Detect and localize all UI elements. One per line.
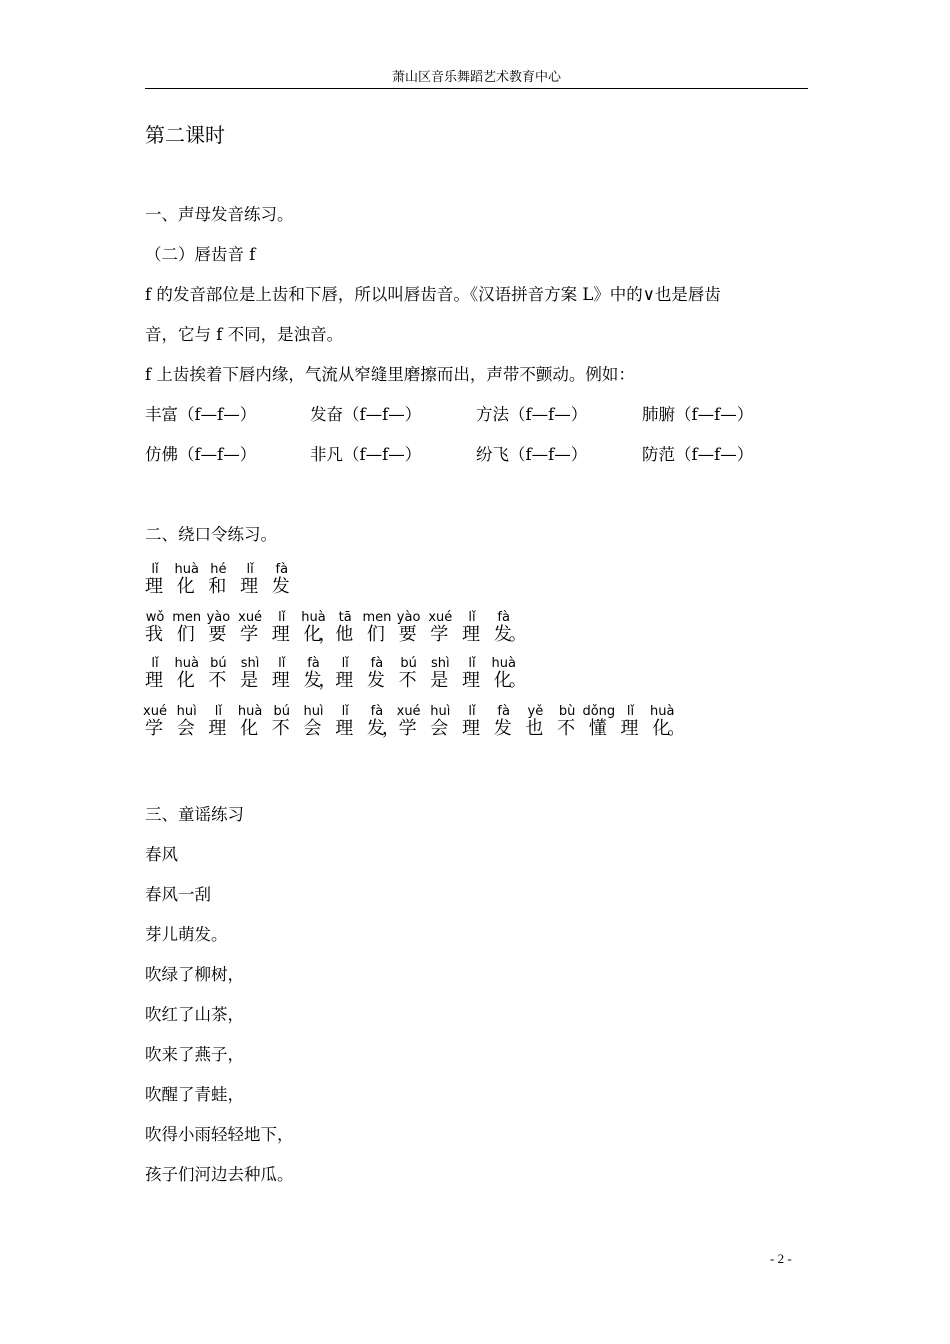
hanzi-char: 理	[335, 718, 354, 739]
pinyin-text: huà	[301, 610, 326, 625]
hanzi-char: 化	[652, 718, 671, 739]
example-word: 肺腑（f—f—）	[642, 405, 754, 424]
poem-line: 吹绿了柳树，	[145, 965, 244, 984]
hanzi-char: 会	[176, 718, 195, 739]
pinyin-text: yào	[206, 610, 231, 625]
page-number: - 2 -	[770, 1251, 792, 1266]
hanzi-char: 理	[271, 670, 290, 691]
hanzi-char: 不	[398, 670, 417, 691]
pinyin-text: hé	[210, 562, 227, 577]
poem-line: 春风一刮	[145, 885, 211, 904]
hanzi-char: 发	[366, 718, 385, 739]
pinyin-text: men	[362, 610, 392, 625]
hanzi-char: 学	[430, 624, 449, 645]
lesson-title: 第二课时	[145, 123, 225, 147]
pinyin-text: dǒng	[582, 704, 616, 719]
pinyin-text: men	[172, 610, 202, 625]
hanzi-char: 发	[366, 670, 385, 691]
hanzi-char: 也	[525, 718, 544, 739]
pinyin-text: huì	[176, 704, 197, 719]
poem-line: 春风	[145, 845, 178, 864]
hanzi-char: 们	[176, 624, 195, 645]
punctuation: 。	[508, 624, 527, 645]
pinyin-text: huà	[649, 704, 675, 719]
hanzi-char: 发	[303, 670, 322, 691]
section1-heading: 一、声母发音练习。	[145, 205, 294, 224]
pinyin-text: lǐ	[278, 656, 286, 671]
pinyin-text: yě	[527, 704, 544, 719]
pinyin-text: lǐ	[341, 704, 349, 719]
hanzi-char: 要	[208, 624, 227, 645]
hanzi-char: 理	[145, 670, 163, 691]
section2-heading: 二、绕口令练习。	[145, 525, 277, 544]
hanzi-char: 发	[271, 576, 290, 597]
pinyin-text: lǐ	[626, 704, 635, 719]
section3-heading: 三、童谣练习	[145, 805, 244, 824]
pinyin-text: huì	[303, 704, 324, 719]
hanzi-char: 学	[240, 624, 259, 645]
hanzi-char: 理	[462, 670, 480, 691]
pinyin-text: huà	[174, 656, 199, 671]
pinyin-text: lǐ	[468, 704, 476, 719]
pinyin-text: bú	[273, 704, 291, 719]
hanzi-char: 懂	[588, 718, 607, 739]
hanzi-char: 不	[557, 718, 576, 739]
pinyin-text: huì	[430, 704, 451, 719]
hanzi-char: 要	[398, 624, 417, 645]
pinyin-text: lǐ	[151, 656, 159, 671]
pinyin-text: xué	[428, 610, 453, 625]
pinyin-text: bú	[400, 656, 417, 671]
pinyin-text: wǒ	[145, 610, 165, 625]
hanzi-char: 化	[176, 670, 195, 691]
pinyin-text: fà	[497, 610, 510, 625]
pinyin-text: shì	[240, 656, 260, 671]
section1-subheading: （二）唇齿音 f	[145, 245, 256, 264]
poem-line: 吹醒了青蛙，	[145, 1085, 244, 1104]
example-word: 非凡（f—f—）	[310, 445, 422, 464]
hanzi-char: 化	[493, 670, 512, 691]
pinyin-text: fà	[370, 704, 384, 719]
poem-line: 吹红了山茶，	[145, 1005, 244, 1024]
pinyin-text: xué	[238, 610, 263, 625]
hanzi-char: 他	[335, 624, 354, 645]
pinyin-text: lǐ	[214, 704, 223, 719]
example-word: 仿佛（f—f—）	[145, 445, 257, 464]
hanzi-char: 会	[430, 718, 449, 739]
pinyin-text: fà	[370, 656, 384, 671]
hanzi-char: 是	[430, 670, 449, 691]
pinyin-text: bú	[210, 656, 227, 671]
hanzi-char: 不	[208, 670, 227, 691]
pinyin-text: shì	[430, 656, 450, 671]
hanzi-char: 理	[620, 718, 639, 739]
example-word: 方法（f—f—）	[476, 405, 588, 424]
pinyin-text: huà	[491, 656, 516, 671]
hanzi-char: 化	[240, 718, 259, 739]
pinyin-text: fà	[307, 656, 320, 671]
hanzi-char: 化	[176, 576, 195, 597]
pinyin-text: lǐ	[341, 656, 349, 671]
hanzi-char: 理	[208, 718, 227, 739]
paragraph-line: f 上齿挨着下唇内缘，气流从窄缝里磨擦而出，声带不颤动。例如：	[145, 365, 635, 384]
pinyin-text: fà	[275, 562, 289, 577]
page-header: 萧山区音乐舞蹈艺术教育中心	[145, 68, 808, 89]
punctuation: ，	[318, 624, 337, 645]
hanzi-char: 不	[271, 718, 290, 739]
punctuation: 。	[508, 670, 527, 691]
hanzi-char: 我	[145, 624, 163, 645]
poem-line: 吹得小雨轻轻地下，	[145, 1125, 294, 1144]
punctuation: ，	[318, 670, 337, 691]
example-word: 发奋（f—f—）	[310, 405, 422, 424]
pinyin-text: lǐ	[468, 610, 476, 625]
example-word: 防范（f—f—）	[642, 445, 754, 464]
hanzi-char: 发	[493, 718, 512, 739]
hanzi-char: 化	[303, 624, 322, 645]
example-word: 丰富（f—f—）	[145, 405, 257, 424]
poem-line: 芽儿萌发。	[145, 925, 228, 944]
paragraph-line: f 的发音部位是上齿和下唇，所以叫唇齿音。《汉语拼音方案 L》中的∨也是唇齿	[145, 285, 721, 304]
hanzi-char: 发	[493, 624, 512, 645]
pinyin-text: tā	[338, 610, 352, 625]
pinyin-text: lǐ	[278, 610, 286, 625]
pinyin-text: yào	[396, 610, 421, 625]
hanzi-char: 会	[303, 718, 322, 739]
hanzi-char: 是	[240, 670, 259, 691]
paragraph-line: 音，它与 f 不同，是浊音。	[145, 325, 344, 344]
poem-line: 孩子们河边去种瓜。	[145, 1165, 294, 1184]
hanzi-char: 和	[208, 576, 227, 597]
hanzi-char: 学	[398, 718, 417, 739]
pinyin-text: xué	[143, 704, 167, 719]
pinyin-text: huà	[174, 562, 199, 577]
pinyin-text: huà	[237, 704, 263, 719]
punctuation: 。	[667, 718, 686, 739]
punctuation: ，	[381, 718, 400, 739]
hanzi-char: 理	[145, 576, 163, 597]
pinyin-text: lǐ	[468, 656, 476, 671]
hanzi-char: 们	[366, 624, 385, 645]
pinyin-text: xué	[396, 704, 421, 719]
pinyin-text: bù	[558, 704, 576, 719]
hanzi-char: 理	[335, 670, 354, 691]
hanzi-char: 理	[271, 624, 290, 645]
hanzi-char: 理	[462, 718, 480, 739]
hanzi-char: 理	[240, 576, 259, 597]
pinyin-text: lǐ	[246, 562, 254, 577]
pinyin-text: lǐ	[151, 562, 159, 577]
hanzi-char: 学	[145, 718, 163, 739]
example-word: 纷飞（f—f—）	[476, 445, 588, 464]
pinyin-text: fà	[497, 704, 510, 719]
poem-line: 吹来了燕子，	[145, 1045, 244, 1064]
hanzi-char: 理	[462, 624, 480, 645]
